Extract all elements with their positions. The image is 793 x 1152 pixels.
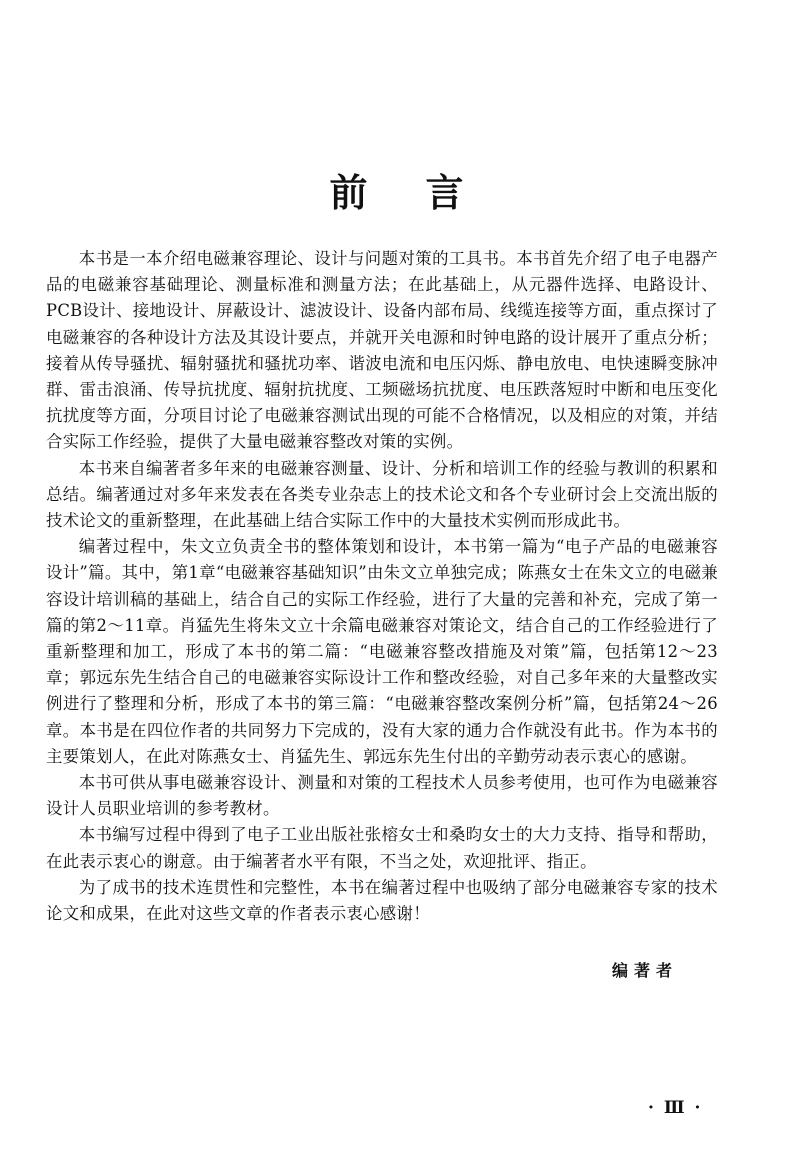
author-signature: 编著者 bbox=[612, 961, 679, 980]
paragraph: 本书编写过程中得到了电子工业出版社张榕女士和桑昀女士的大力支持、指导和帮助，在此表示衷心的谢意。由于编著者水平有限，不当之处，欢迎批评、指正。 bbox=[46, 825, 718, 871]
preface-body bbox=[46, 246, 718, 927]
page-title: 前言 bbox=[329, 171, 522, 215]
paragraph: 编著过程中，朱文立负责全书的整体策划和设计，本书第一篇为“电子产品的电磁兼容设计”篇。其中，第1章“电磁兼容基础知识”由朱文立单独完成；陈燕女士在朱文立的电磁兼容设计培训稿的基础上，结合自己的实际工作经验，进行了大量的完善和补充，完成了第一篇的第2～11章。肖猛先生将朱文立十余篇电磁兼容对策论文，结合自己的工作经验进行了重新整理和加工，形成了本书的第二篇：“电磁兼容整改措施及对策”篇，包括第12～23章；郭远东先生结合自己的电磁兼容实际设计工作和整改经验，对自己多年来的大量整改实例进行了整理和分析，形成了本书的第三篇：“电磁兼容整改案例分析”篇，包括第24～26章。本书是在四位作者的共同努力下完成的，没有大家的通力合作就没有此书。作为本书的主要策划人，在此对陈燕女士、肖猛先生、郭远东先生付出的辛勤劳动表示衷心的感谢。 bbox=[46, 537, 718, 766]
paragraph: 本书是一本介绍电磁兼容理论、设计与问题对策的工具书。本书首先介绍了电子电器产品的电磁兼容基础理论、测量标准和测量方法；在此基础上，从元器件选择、电路设计、PCB设计、接地设计、屏蔽设计、滤波设计、设备内部布局、线缆连接等方面，重点探讨了电磁兼容的各种设计方法及其设计要点，并就开关电源和时钟电路的设计展开了重点分析；接着从传导骚扰、辐射骚扰和骚扰功率、谐波电流和电压闪烁、静电放电、电快速瞬变脉冲群、雷击浪涌、传导抗扰度、辐射抗扰度、工频磁场抗扰度、电压跌落短时中断和电压变化抗扰度等方面，分项目讨论了电磁兼容测试出现的可能不合格情况，以及相应的对策，并结合实际工作经验，提供了大量电磁兼容整改对策的实例。 bbox=[46, 249, 718, 452]
paragraph: 本书来自编著者多年来的电磁兼容测量、设计、分析和培训工作的经验与教训的积累和总结。编著通过对多年来发表在各类专业杂志上的技术论文和各个专业研讨会上交流出版的技术论文的重新整理，在此基础上结合实际工作中的大量技术实例而形成此书。 bbox=[46, 458, 718, 531]
paragraph: 为了成书的技术连贯性和完整性，本书在编著过程中也吸纳了部分电磁兼容专家的技术论文和成果，在此对这些文章的作者表示衷心感谢！ bbox=[46, 877, 718, 924]
paragraph: 本书可供从事电磁兼容设计、测量和对策的工程技术人员参考使用，也可作为电磁兼容设计人员职业培训的参考教材。 bbox=[46, 773, 718, 819]
page-number: · Ⅲ · bbox=[648, 1098, 703, 1118]
